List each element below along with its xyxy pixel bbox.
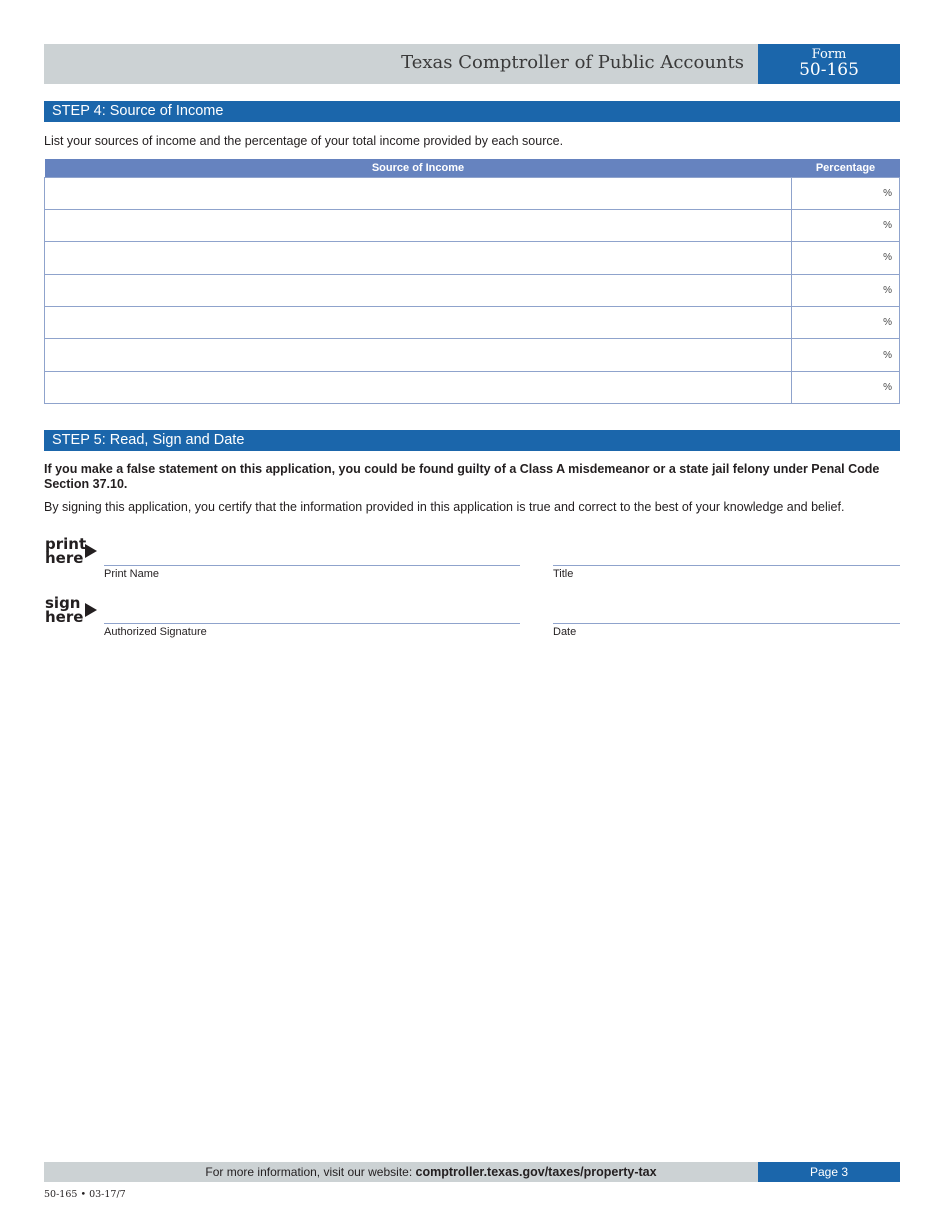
sign-here-marker [45,596,83,624]
table-row [45,209,900,241]
income-source-field[interactable] [45,242,792,274]
table-row [45,274,900,306]
income-source-field[interactable] [45,371,792,403]
print-name-line[interactable] [104,565,520,566]
percentage-field[interactable]: % [792,274,900,306]
table-row [45,177,900,209]
table-row [45,371,900,403]
form-number-box [758,44,900,84]
signature-line[interactable] [104,623,520,624]
print-marker-word: here [45,549,84,567]
print-name-label: Print Name [104,568,160,580]
date-line[interactable] [553,623,900,624]
percentage-field[interactable]: % [792,339,900,371]
income-source-field[interactable] [45,274,792,306]
arrow-right-icon [85,544,97,558]
table-row [45,307,900,339]
print-marker-word: print [45,535,87,553]
form-number: 50-165 [799,60,859,80]
title-label: Title [553,568,574,580]
step5-heading: STEP 5: Read, Sign and Date [44,430,900,451]
percentage-field[interactable]: % [792,209,900,241]
print-here-marker [45,537,86,565]
arrow-right-icon [85,603,97,617]
website-link[interactable]: comptroller.texas.gov/taxes/property-tax [415,1165,657,1179]
column-header-percentage: Percentage [792,159,900,177]
certification-statement: By signing this application, you certify that the information provided in this application is true and correct to the best of your knowledge and belief. [44,500,845,514]
percentage-field[interactable]: % [792,177,900,209]
title-line[interactable] [553,565,900,566]
income-table [44,159,900,404]
income-source-field[interactable] [45,339,792,371]
form-revision-code: 50-165 • 03-17/7 [44,1189,126,1200]
header-bar [44,44,758,84]
table-row [45,339,900,371]
page-number: Page 3 [758,1162,900,1182]
agency-title: Texas Comptroller of Public Accounts [401,52,744,73]
percentage-field[interactable]: % [792,307,900,339]
percentage-field[interactable]: % [792,371,900,403]
footer-bar [44,1162,758,1182]
income-source-field[interactable] [45,307,792,339]
sign-marker-word: sign [45,594,81,612]
column-header-source: Source of Income [45,159,792,177]
income-source-field[interactable] [45,209,792,241]
date-label: Date [553,626,577,638]
footer-info-text: For more information, visit our website: [205,1165,416,1179]
percentage-field[interactable]: % [792,242,900,274]
step4-instruction: List your sources of income and the percentage of your total income provided by each source. [44,134,564,148]
table-row [45,242,900,274]
income-source-field[interactable] [45,177,792,209]
form-label: Form [811,47,847,62]
sign-marker-word: here [45,608,84,626]
income-table-header [45,159,900,177]
step4-heading: STEP 4: Source of Income [44,101,900,122]
signature-label: Authorized Signature [104,626,207,638]
false-statement-warning: If you make a false statement on this application, you could be found guilty of a Class A misdemeanor or a state jail felony under Penal Code Section 37.10. [44,462,880,491]
